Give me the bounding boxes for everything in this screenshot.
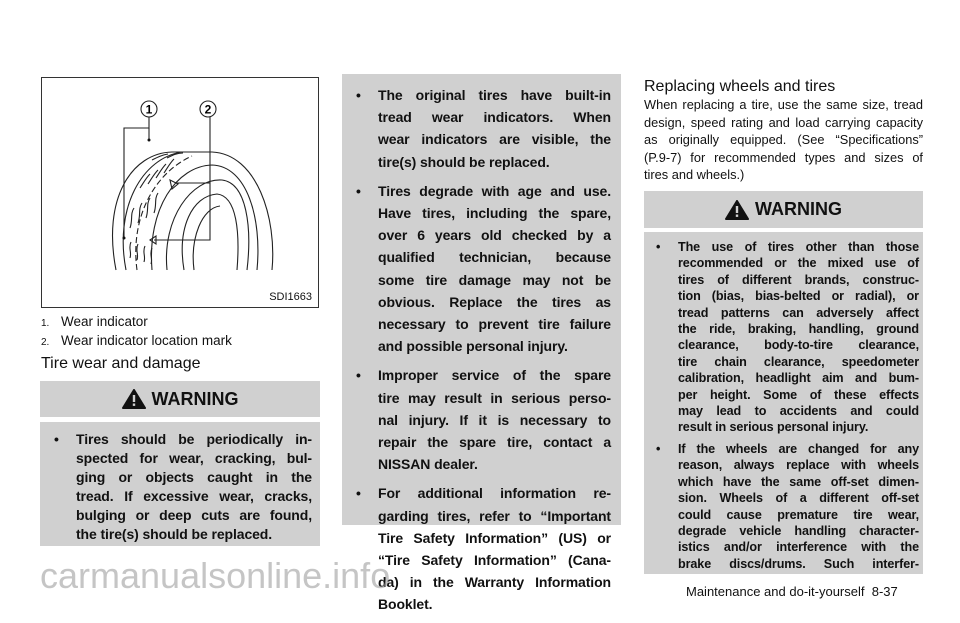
bullet: • [356,87,361,103]
text-line: spected for wear, cracking, bul- [76,450,312,466]
footer-section: Maintenance and do-it-yourself [686,584,865,599]
text-line: When replacing a tire, use the same size, tread [644,97,923,112]
warning-item [656,441,919,572]
text-line: tires of different brands, construc- [678,272,919,287]
text-line: and possible personal injury. [378,338,568,355]
section-heading-replacing: Replacing wheels and tires [644,78,836,95]
text-line: which have the same off-set dimen- [678,474,919,489]
figure-captions [41,313,232,351]
text-line: Tires should be periodically in- [76,431,312,447]
text-line: For additional information re- [378,485,611,502]
bullet: • [656,441,661,456]
text-line: some tire damage may not be [378,271,611,288]
text-line: nal injury. If it is necessary to [378,411,611,428]
text-line: The original tires have built-in [378,87,611,103]
text-line: Booklet. [378,596,433,613]
text-line: over 6 years old checked by a [378,227,611,244]
text-line: tires and wheels.) [644,167,745,182]
text-line: design, speed rating and load carrying capacity [644,114,923,130]
text-line: the ride, braking, handling, ground [678,322,919,337]
left-warning-body [40,422,320,546]
warning-item [356,364,611,475]
bullet: • [54,431,59,447]
text-line: garding tires, refer to “Important [378,507,611,524]
warning-triangle-icon [122,389,146,409]
replacing-paragraph [644,96,923,184]
warning-label: WARNING [755,199,842,219]
text-line: bulging or deep cuts are found, [76,507,312,523]
text-line: NISSAN dealer. [378,456,478,473]
page-footer [686,584,898,599]
text-line: necessary to prevent tire failure [378,316,611,333]
text-line: clearance, body-to-tire clearance, [678,338,919,353]
warning-item [356,180,611,358]
bullet: • [356,367,361,384]
text-line: wear indicators are visible, the [378,131,611,148]
text-line: Tires degrade with age and use. [378,182,611,199]
text-line: tion (bias, bias-belted or radial), or [678,289,919,304]
caption-2: 2. Wear indicator location mark [41,333,232,348]
text-line: result in serious personal injury. [678,420,869,435]
warning-item [356,84,611,173]
warning-item [656,239,919,436]
warning-item [356,482,611,615]
text-line: tire chain clearance, speedometer [678,354,919,369]
text-line: The use of tires other than those [678,240,919,254]
text-line: could cause premature tire wear, [678,507,919,522]
page-number: 8-37 [871,584,898,599]
bullet: • [656,240,661,254]
watermark: carmanualsonline.info [40,555,391,596]
text-line: If the wheels are changed for any [678,441,919,456]
section-heading-tire-wear: Tire wear and damage [41,355,201,372]
text-line: tread. If excessive wear, cracks, [76,488,312,504]
text-line: (P.9-7) for recommended types and sizes of [644,149,923,165]
text-line: da) in the Warranty Information [378,574,611,591]
text-line: sion. Wheels of a different off-set [678,491,919,506]
text-line: Tire Safety Information” (US) or [378,529,611,546]
right-warning-header [644,191,923,228]
text-line: calibration, headlight aim and bum- [678,371,919,386]
middle-warning-continued [342,74,621,613]
text-line: the tire(s) should be replaced. [76,526,273,542]
text-line: brake discs/drums. Such interfer- [678,556,919,571]
text-line: as originally equipped. (See “Specifications” [644,132,923,147]
text-line: may lead to accidents and could [678,404,919,419]
left-warning-header [40,381,320,417]
text-line: obvious. Replace the tires as [378,293,611,310]
text-line: Have tires, including the spare, [378,205,611,222]
bullet: • [356,182,361,199]
text-line: tire may result in serious perso- [378,389,611,406]
bullet: • [356,485,361,502]
text-line: tire(s) should be replaced. [378,153,550,170]
warning-item [54,430,312,544]
warning-label: WARNING [151,388,239,409]
text-line: reason, always replace with wheels [678,458,919,473]
text-line: Improper service of the spare [378,367,611,384]
callout-2: 2 [204,102,212,117]
text-line: “Tire Safety Information” (Cana- [378,552,611,569]
text-line: repair the spare tire, contact a [378,434,611,451]
tire-illustration [42,78,318,307]
text-line: tread patterns can adversely affect [678,305,919,320]
text-line: qualified technician, because [378,249,611,266]
text-line: per height. Some of these effects [678,387,919,402]
warning-triangle-icon [725,200,749,220]
figure-code: SDI1663 [269,291,312,303]
tire-wear-figure [41,77,319,308]
right-warning-body [644,232,923,574]
callout-1: 1 [145,102,153,117]
text-line: tread wear indicators. When [378,109,611,126]
text-line: ging or objects caught in the [76,469,312,485]
text-line: degrade vehicle handling character- [678,523,919,538]
text-line: istics and/or interference with the [678,540,919,555]
caption-1: 1. Wear indicator [41,314,148,329]
text-line: recommended or the mixed use of [678,256,919,271]
